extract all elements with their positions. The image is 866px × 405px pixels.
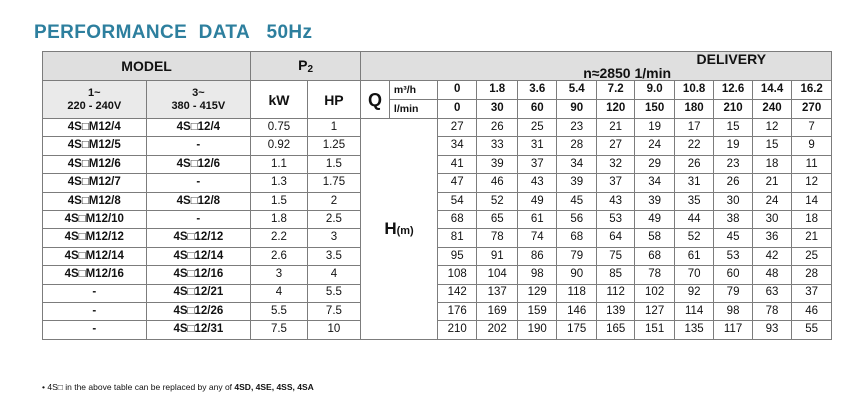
flow-lmin-cell: 150: [635, 100, 674, 119]
head-value-cell: 49: [635, 210, 674, 228]
head-value-cell: 24: [635, 137, 674, 155]
head-value-cell: 25: [792, 247, 832, 265]
head-value-cell: 12: [752, 119, 791, 137]
head-value-cell: 65: [477, 210, 518, 228]
head-value-cell: 135: [674, 321, 713, 339]
head-value-cell: 21: [596, 119, 634, 137]
head-value-cell: 139: [596, 302, 634, 320]
model-single-phase: 4S□M12/10: [43, 210, 147, 228]
head-value-cell: 176: [437, 302, 476, 320]
power-hp: 1: [307, 119, 360, 137]
head-value-cell: 45: [714, 229, 752, 247]
head-value-cell: 46: [792, 302, 832, 320]
head-value-cell: 118: [557, 284, 596, 302]
power-hp: 1.25: [307, 137, 360, 155]
model-three-phase: 4S□12/16: [146, 266, 251, 284]
head-value-cell: 34: [437, 137, 476, 155]
head-value-cell: 52: [674, 229, 713, 247]
model-single-phase: -: [43, 284, 147, 302]
head-value-cell: 93: [752, 321, 791, 339]
power-hp: 3.5: [307, 247, 360, 265]
head-value-cell: 7: [792, 119, 832, 137]
model-three-phase: 4S□12/12: [146, 229, 251, 247]
footnote: [42, 382, 314, 392]
head-value-cell: 39: [477, 155, 518, 173]
flow-lmin-cell: 90: [557, 100, 596, 119]
model-single-phase: 4S□M12/7: [43, 174, 147, 192]
model-single-phase: 4S□M12/16: [43, 266, 147, 284]
head-value-cell: 19: [635, 119, 674, 137]
head-value-cell: 26: [714, 174, 752, 192]
delivery-label: DELIVERY: [696, 51, 767, 67]
flow-m3h-cell: 1.8: [477, 81, 518, 100]
performance-table: [42, 51, 832, 340]
three-phase-label: 3~: [192, 86, 205, 99]
head-value-cell: 39: [557, 174, 596, 192]
flow-m3h-cell: 9.0: [635, 81, 674, 100]
power-kw: 0.75: [251, 119, 308, 137]
power-hp: 5.5: [307, 284, 360, 302]
model-three-phase: -: [146, 137, 251, 155]
head-value-cell: 43: [596, 192, 634, 210]
page-title: PERFORMANCE DATA 50Hz: [34, 22, 313, 43]
head-value-cell: 151: [635, 321, 674, 339]
head-value-cell: 79: [557, 247, 596, 265]
head-value-cell: 81: [437, 229, 476, 247]
head-value-cell: 47: [437, 174, 476, 192]
head-value-cell: 24: [752, 192, 791, 210]
flow-m3h-cell: 7.2: [596, 81, 634, 100]
power-hp: 4: [307, 266, 360, 284]
head-value-cell: 78: [477, 229, 518, 247]
head-value-cell: 142: [437, 284, 476, 302]
head-value-cell: 146: [557, 302, 596, 320]
model-three-phase: 4S□12/26: [146, 302, 251, 320]
power-kw: 3: [251, 266, 308, 284]
head-value-cell: 27: [437, 119, 476, 137]
head-value-cell: 39: [635, 192, 674, 210]
head-value-cell: 114: [674, 302, 713, 320]
power-kw: 1.5: [251, 192, 308, 210]
head-value-cell: 18: [792, 210, 832, 228]
flow-lmin-cell: 180: [674, 100, 713, 119]
head-value-cell: 68: [437, 210, 476, 228]
head-value-cell: 35: [674, 192, 713, 210]
table-row: [43, 229, 832, 247]
head-value-cell: 37: [596, 174, 634, 192]
delivery-header: [361, 52, 832, 81]
head-value-cell: 14: [792, 192, 832, 210]
head-value-cell: 61: [674, 247, 713, 265]
head-value-cell: 26: [477, 119, 518, 137]
head-value-cell: 28: [557, 137, 596, 155]
head-value-cell: 68: [635, 247, 674, 265]
model-three-phase: 4S□12/4: [146, 119, 251, 137]
head-value-cell: 68: [557, 229, 596, 247]
table-row: [43, 174, 832, 192]
model-single-phase: 4S□M12/12: [43, 229, 147, 247]
head-value-cell: 55: [792, 321, 832, 339]
head-value-cell: 38: [714, 210, 752, 228]
table-row: [43, 137, 832, 155]
model-single-phase: 4S□M12/4: [43, 119, 147, 137]
model-three-phase: 4S□12/8: [146, 192, 251, 210]
head-value-cell: 44: [674, 210, 713, 228]
head-value-cell: 33: [477, 137, 518, 155]
power-kw: 7.5: [251, 321, 308, 339]
head-value-cell: 53: [714, 247, 752, 265]
power-hp: 1.75: [307, 174, 360, 192]
model-single-phase: -: [43, 302, 147, 320]
table-row: [43, 210, 832, 228]
head-label: [361, 119, 438, 340]
head-value-cell: 92: [674, 284, 713, 302]
head-value-cell: 129: [518, 284, 557, 302]
three-phase-header: [146, 81, 251, 119]
head-value-cell: 29: [635, 155, 674, 173]
head-value-cell: 64: [596, 229, 634, 247]
head-value-cell: 22: [674, 137, 713, 155]
head-value-cell: 190: [518, 321, 557, 339]
power-hp: 3: [307, 229, 360, 247]
head-value-cell: 11: [792, 155, 832, 173]
model-header: MODEL: [43, 52, 251, 81]
head-value-cell: 37: [792, 284, 832, 302]
head-value-cell: 23: [714, 155, 752, 173]
head-value-cell: 12: [792, 174, 832, 192]
head-value-cell: 32: [596, 155, 634, 173]
head-value-cell: 30: [714, 192, 752, 210]
flow-lmin-cell: 30: [477, 100, 518, 119]
p2-subscript: 2: [307, 63, 314, 75]
head-value-cell: 63: [752, 284, 791, 302]
table-row: [43, 192, 832, 210]
head-value-cell: 169: [477, 302, 518, 320]
head-value-cell: 18: [752, 155, 791, 173]
head-value-cell: 31: [674, 174, 713, 192]
model-three-phase: 4S□12/14: [146, 247, 251, 265]
head-value-cell: 98: [518, 266, 557, 284]
hp-header: HP: [307, 81, 360, 119]
head-value-cell: 104: [477, 266, 518, 284]
head-value-cell: 17: [674, 119, 713, 137]
head-value-cell: 30: [752, 210, 791, 228]
head-value-cell: 15: [714, 119, 752, 137]
head-symbol: H: [384, 219, 397, 239]
footnote-text: • 4S□ in the above table can be replaced by any of: [42, 382, 235, 392]
head-unit: (m): [396, 225, 414, 238]
head-value-cell: 37: [518, 155, 557, 173]
model-three-phase: 4S□12/6: [146, 155, 251, 173]
flow-lmin-cell: 270: [792, 100, 832, 119]
model-single-phase: 4S□M12/8: [43, 192, 147, 210]
table-row: [43, 119, 832, 137]
head-value-cell: 86: [518, 247, 557, 265]
footnote-models: 4SD, 4SE, 4SS, 4SA: [234, 382, 314, 392]
head-value-cell: 60: [714, 266, 752, 284]
head-value-cell: 21: [752, 174, 791, 192]
head-value-cell: 78: [752, 302, 791, 320]
head-value-cell: 41: [437, 155, 476, 173]
head-value-cell: 25: [518, 119, 557, 137]
head-value-cell: 95: [437, 247, 476, 265]
flow-m3h-cell: 5.4: [557, 81, 596, 100]
head-value-cell: 127: [635, 302, 674, 320]
power-kw: 2.2: [251, 229, 308, 247]
head-value-cell: 102: [635, 284, 674, 302]
head-value-cell: 98: [714, 302, 752, 320]
head-value-cell: 26: [674, 155, 713, 173]
unit-lmin: l/min: [389, 100, 437, 119]
flow-lmin-cell: 240: [752, 100, 791, 119]
model-three-phase: 4S□12/31: [146, 321, 251, 339]
head-value-cell: 91: [477, 247, 518, 265]
head-value-cell: 43: [518, 174, 557, 192]
head-value-cell: 49: [518, 192, 557, 210]
power-hp: 7.5: [307, 302, 360, 320]
head-value-cell: 117: [714, 321, 752, 339]
head-value-cell: 78: [635, 266, 674, 284]
head-value-cell: 42: [752, 247, 791, 265]
head-value-cell: 108: [437, 266, 476, 284]
head-value-cell: 15: [752, 137, 791, 155]
model-three-phase: -: [146, 210, 251, 228]
head-value-cell: 28: [792, 266, 832, 284]
head-value-cell: 54: [437, 192, 476, 210]
power-kw: 2.6: [251, 247, 308, 265]
power-kw: 5.5: [251, 302, 308, 320]
head-value-cell: 137: [477, 284, 518, 302]
table-row: [43, 284, 832, 302]
head-value-cell: 61: [518, 210, 557, 228]
head-value-cell: 85: [596, 266, 634, 284]
head-value-cell: 23: [557, 119, 596, 137]
table-row: [43, 247, 832, 265]
kw-header: kW: [251, 81, 308, 119]
flow-lmin-cell: 120: [596, 100, 634, 119]
three-phase-voltage: 380 - 415V: [171, 99, 226, 112]
head-value-cell: 46: [477, 174, 518, 192]
head-value-cell: 159: [518, 302, 557, 320]
model-single-phase: -: [43, 321, 147, 339]
head-value-cell: 90: [557, 266, 596, 284]
head-value-cell: 45: [557, 192, 596, 210]
flow-m3h-cell: 0: [437, 81, 476, 100]
flow-m3h-cell: 16.2: [792, 81, 832, 100]
head-value-cell: 34: [635, 174, 674, 192]
power-kw: 4: [251, 284, 308, 302]
power-kw: 1.3: [251, 174, 308, 192]
head-value-cell: 48: [752, 266, 791, 284]
p2-header: [251, 52, 361, 81]
single-phase-label: 1~: [88, 86, 101, 99]
unit-m3h: m³/h: [389, 81, 437, 100]
head-value-cell: 9: [792, 137, 832, 155]
head-value-cell: 202: [477, 321, 518, 339]
flow-m3h-cell: 12.6: [714, 81, 752, 100]
power-kw: 0.92: [251, 137, 308, 155]
model-single-phase: 4S□M12/14: [43, 247, 147, 265]
model-three-phase: -: [146, 174, 251, 192]
single-phase-header: [43, 81, 147, 119]
flow-lmin-cell: 210: [714, 100, 752, 119]
head-value-cell: 19: [714, 137, 752, 155]
flow-m3h-cell: 14.4: [752, 81, 791, 100]
head-value-cell: 175: [557, 321, 596, 339]
speed-label: n≈2850 1/min: [583, 65, 672, 81]
head-value-cell: 165: [596, 321, 634, 339]
head-value-cell: 31: [518, 137, 557, 155]
head-value-cell: 56: [557, 210, 596, 228]
head-value-cell: 27: [596, 137, 634, 155]
head-value-cell: 75: [596, 247, 634, 265]
head-value-cell: 74: [518, 229, 557, 247]
head-value-cell: 58: [635, 229, 674, 247]
single-phase-voltage: 220 - 240V: [67, 99, 122, 112]
model-single-phase: 4S□M12/5: [43, 137, 147, 155]
head-value-cell: 52: [477, 192, 518, 210]
flow-m3h-cell: 3.6: [518, 81, 557, 100]
power-kw: 1.8: [251, 210, 308, 228]
power-hp: 10: [307, 321, 360, 339]
head-value-cell: 34: [557, 155, 596, 173]
head-value-cell: 112: [596, 284, 634, 302]
q-label: Q: [361, 81, 390, 119]
head-value-cell: 70: [674, 266, 713, 284]
head-value-cell: 53: [596, 210, 634, 228]
head-value-cell: 210: [437, 321, 476, 339]
power-hp: 2: [307, 192, 360, 210]
head-value-cell: 36: [752, 229, 791, 247]
table-row: [43, 266, 832, 284]
model-three-phase: 4S□12/21: [146, 284, 251, 302]
head-value-cell: 79: [714, 284, 752, 302]
power-hp: 1.5: [307, 155, 360, 173]
p2-label: P: [298, 56, 308, 73]
flow-m3h-cell: 10.8: [674, 81, 713, 100]
power-hp: 2.5: [307, 210, 360, 228]
table-row: [43, 155, 832, 173]
power-kw: 1.1: [251, 155, 308, 173]
flow-lmin-cell: 0: [437, 100, 476, 119]
head-value-cell: 21: [792, 229, 832, 247]
table-row: [43, 302, 832, 320]
flow-lmin-cell: 60: [518, 100, 557, 119]
table-row: [43, 321, 832, 339]
model-single-phase: 4S□M12/6: [43, 155, 147, 173]
